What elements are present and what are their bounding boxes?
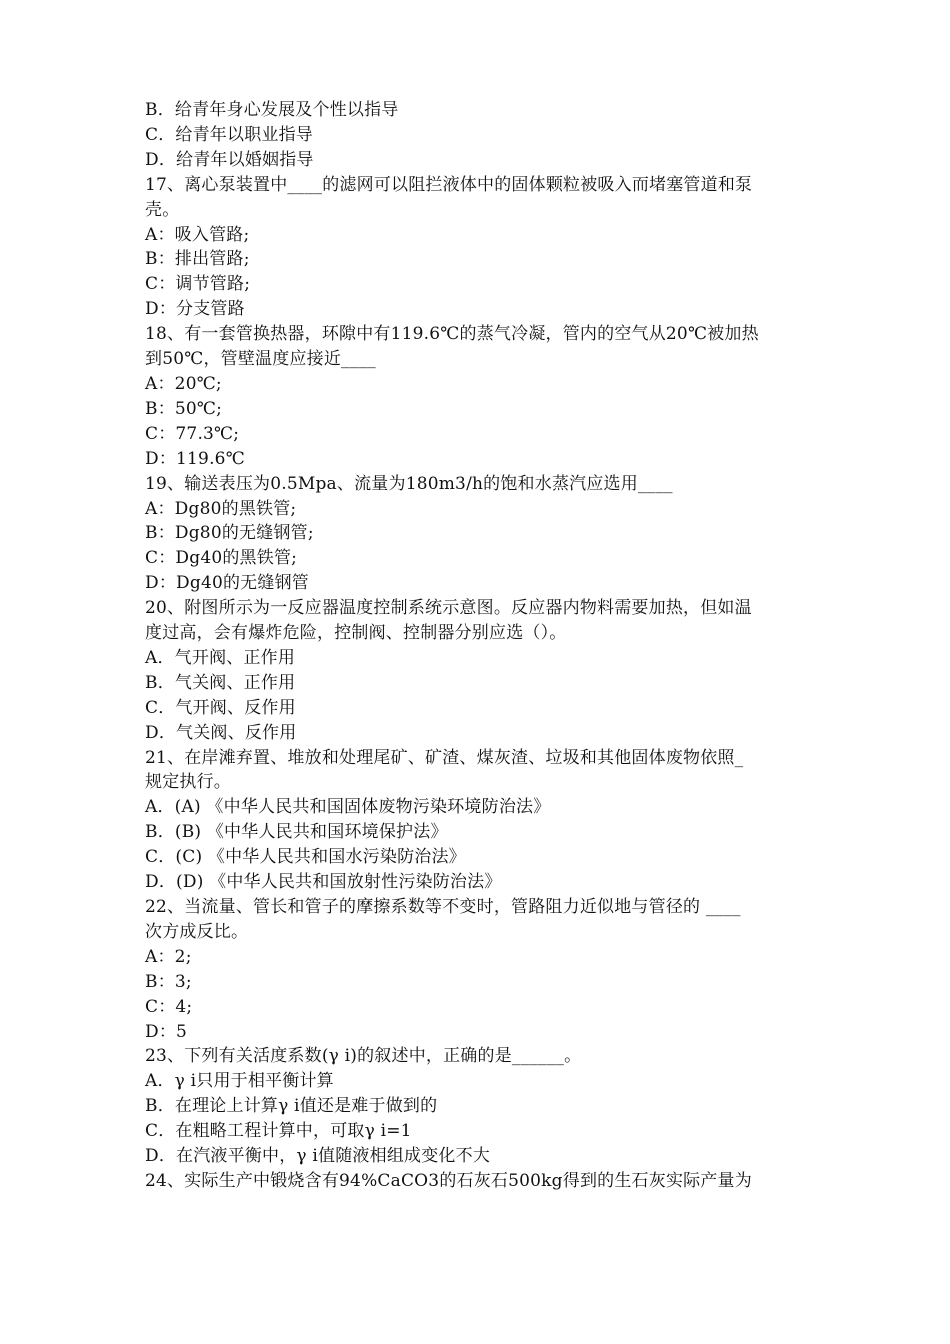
text-line: D：5 (145, 1021, 188, 1042)
text-line: A．(A) 《中华人民共和国固体废物污染环境防治法》 (145, 797, 551, 818)
text-line: D．在汽液平衡中，γ i值随液相组成变化不大 (145, 1146, 491, 1167)
text-line: A：2; (145, 946, 192, 967)
text-line: 到50℃，管壁温度应接近____ (145, 349, 376, 370)
text-line: A．气开阀、正作用 (145, 647, 296, 668)
text-line: C：4; (145, 996, 193, 1017)
text-line: D．气关阀、反作用 (145, 722, 297, 743)
text-line: 规定执行。 (145, 772, 231, 793)
text-line: 17、离心泵装置中____的滤网可以阻拦液体中的固体颗粒被吸入而堵塞管道和泵 (145, 174, 753, 195)
text-line: A．γ i只用于相平衡计算 (145, 1071, 334, 1092)
text-line: 度过高，会有爆炸危险，控制阀、控制器分别应选（）。 (145, 623, 567, 644)
text-line: D：分支管路 (145, 299, 245, 320)
text-line: 壳。 (145, 199, 180, 220)
text-line: C．给青年以职业指导 (145, 124, 314, 145)
text-line: C．(C) 《中华人民共和国水污染防治法》 (145, 847, 466, 868)
text-line: B．在理论上计算γ i值还是难于做到的 (145, 1096, 438, 1117)
text-line: 23、下列有关活度系数(γ i)的叙述中，正确的是______。 (145, 1046, 582, 1067)
text-line: C：77.3℃; (145, 423, 240, 444)
text-line: C：Dg40的黑铁管; (145, 548, 298, 569)
text-line: B：Dg80的无缝钢管; (145, 523, 314, 544)
text-line: 18、有一套管换热器，环隙中有119.6℃的蒸气冷凝，管内的空气从20℃被加热 (145, 324, 759, 345)
text-line: D．(D) 《中华人民共和国放射性污染防治法》 (145, 872, 502, 893)
text-line: B．(B) 《中华人民共和国环境保护法》 (145, 822, 448, 843)
text-line: D．给青年以婚姻指导 (145, 149, 314, 170)
text-line: C．在粗略工程计算中，可取γ i=1 (145, 1121, 412, 1142)
text-line: 19、输送表压为0.5Mpa、流量为180m3/h的饱和水蒸汽应选用____ (145, 473, 673, 494)
text-line: 22、当流量、管长和管子的摩擦系数等不变时，管路阻力近似地与管径的 ____ (145, 897, 741, 917)
text-line: B．给青年身心发展及个性以指导 (145, 100, 399, 120)
text-line: D：Dg40的无缝钢管 (145, 573, 309, 594)
text-line: B．气关阀、正作用 (145, 672, 296, 693)
text-line: D：119.6℃ (145, 448, 245, 469)
text-line: 24、实际生产中锻烧含有94%CaCO3的石灰石500kg得到的生石灰实际产量为 (145, 1170, 752, 1191)
text-line: C：调节管路; (145, 274, 251, 295)
text-line: C．气开阀、反作用 (145, 697, 296, 718)
text-line: B：50℃; (145, 398, 223, 419)
document-body (145, 98, 813, 1194)
text-line: A：20℃; (145, 373, 222, 394)
text-line: A：吸入管路; (145, 224, 250, 245)
text-line: B：排出管路; (145, 249, 250, 270)
text-line: 次方成反比。 (145, 921, 249, 942)
text-line: A：Dg80的黑铁管; (145, 498, 297, 519)
text-line: 21、在岸滩弃置、堆放和处理尾矿、矿渣、煤灰渣、垃圾和其他固体废物依照_ (145, 747, 744, 768)
text-line: 20、附图所示为一反应器温度控制系统示意图。反应器内物料需要加热，但如温 (145, 598, 752, 619)
text-line: B：3; (145, 971, 192, 992)
